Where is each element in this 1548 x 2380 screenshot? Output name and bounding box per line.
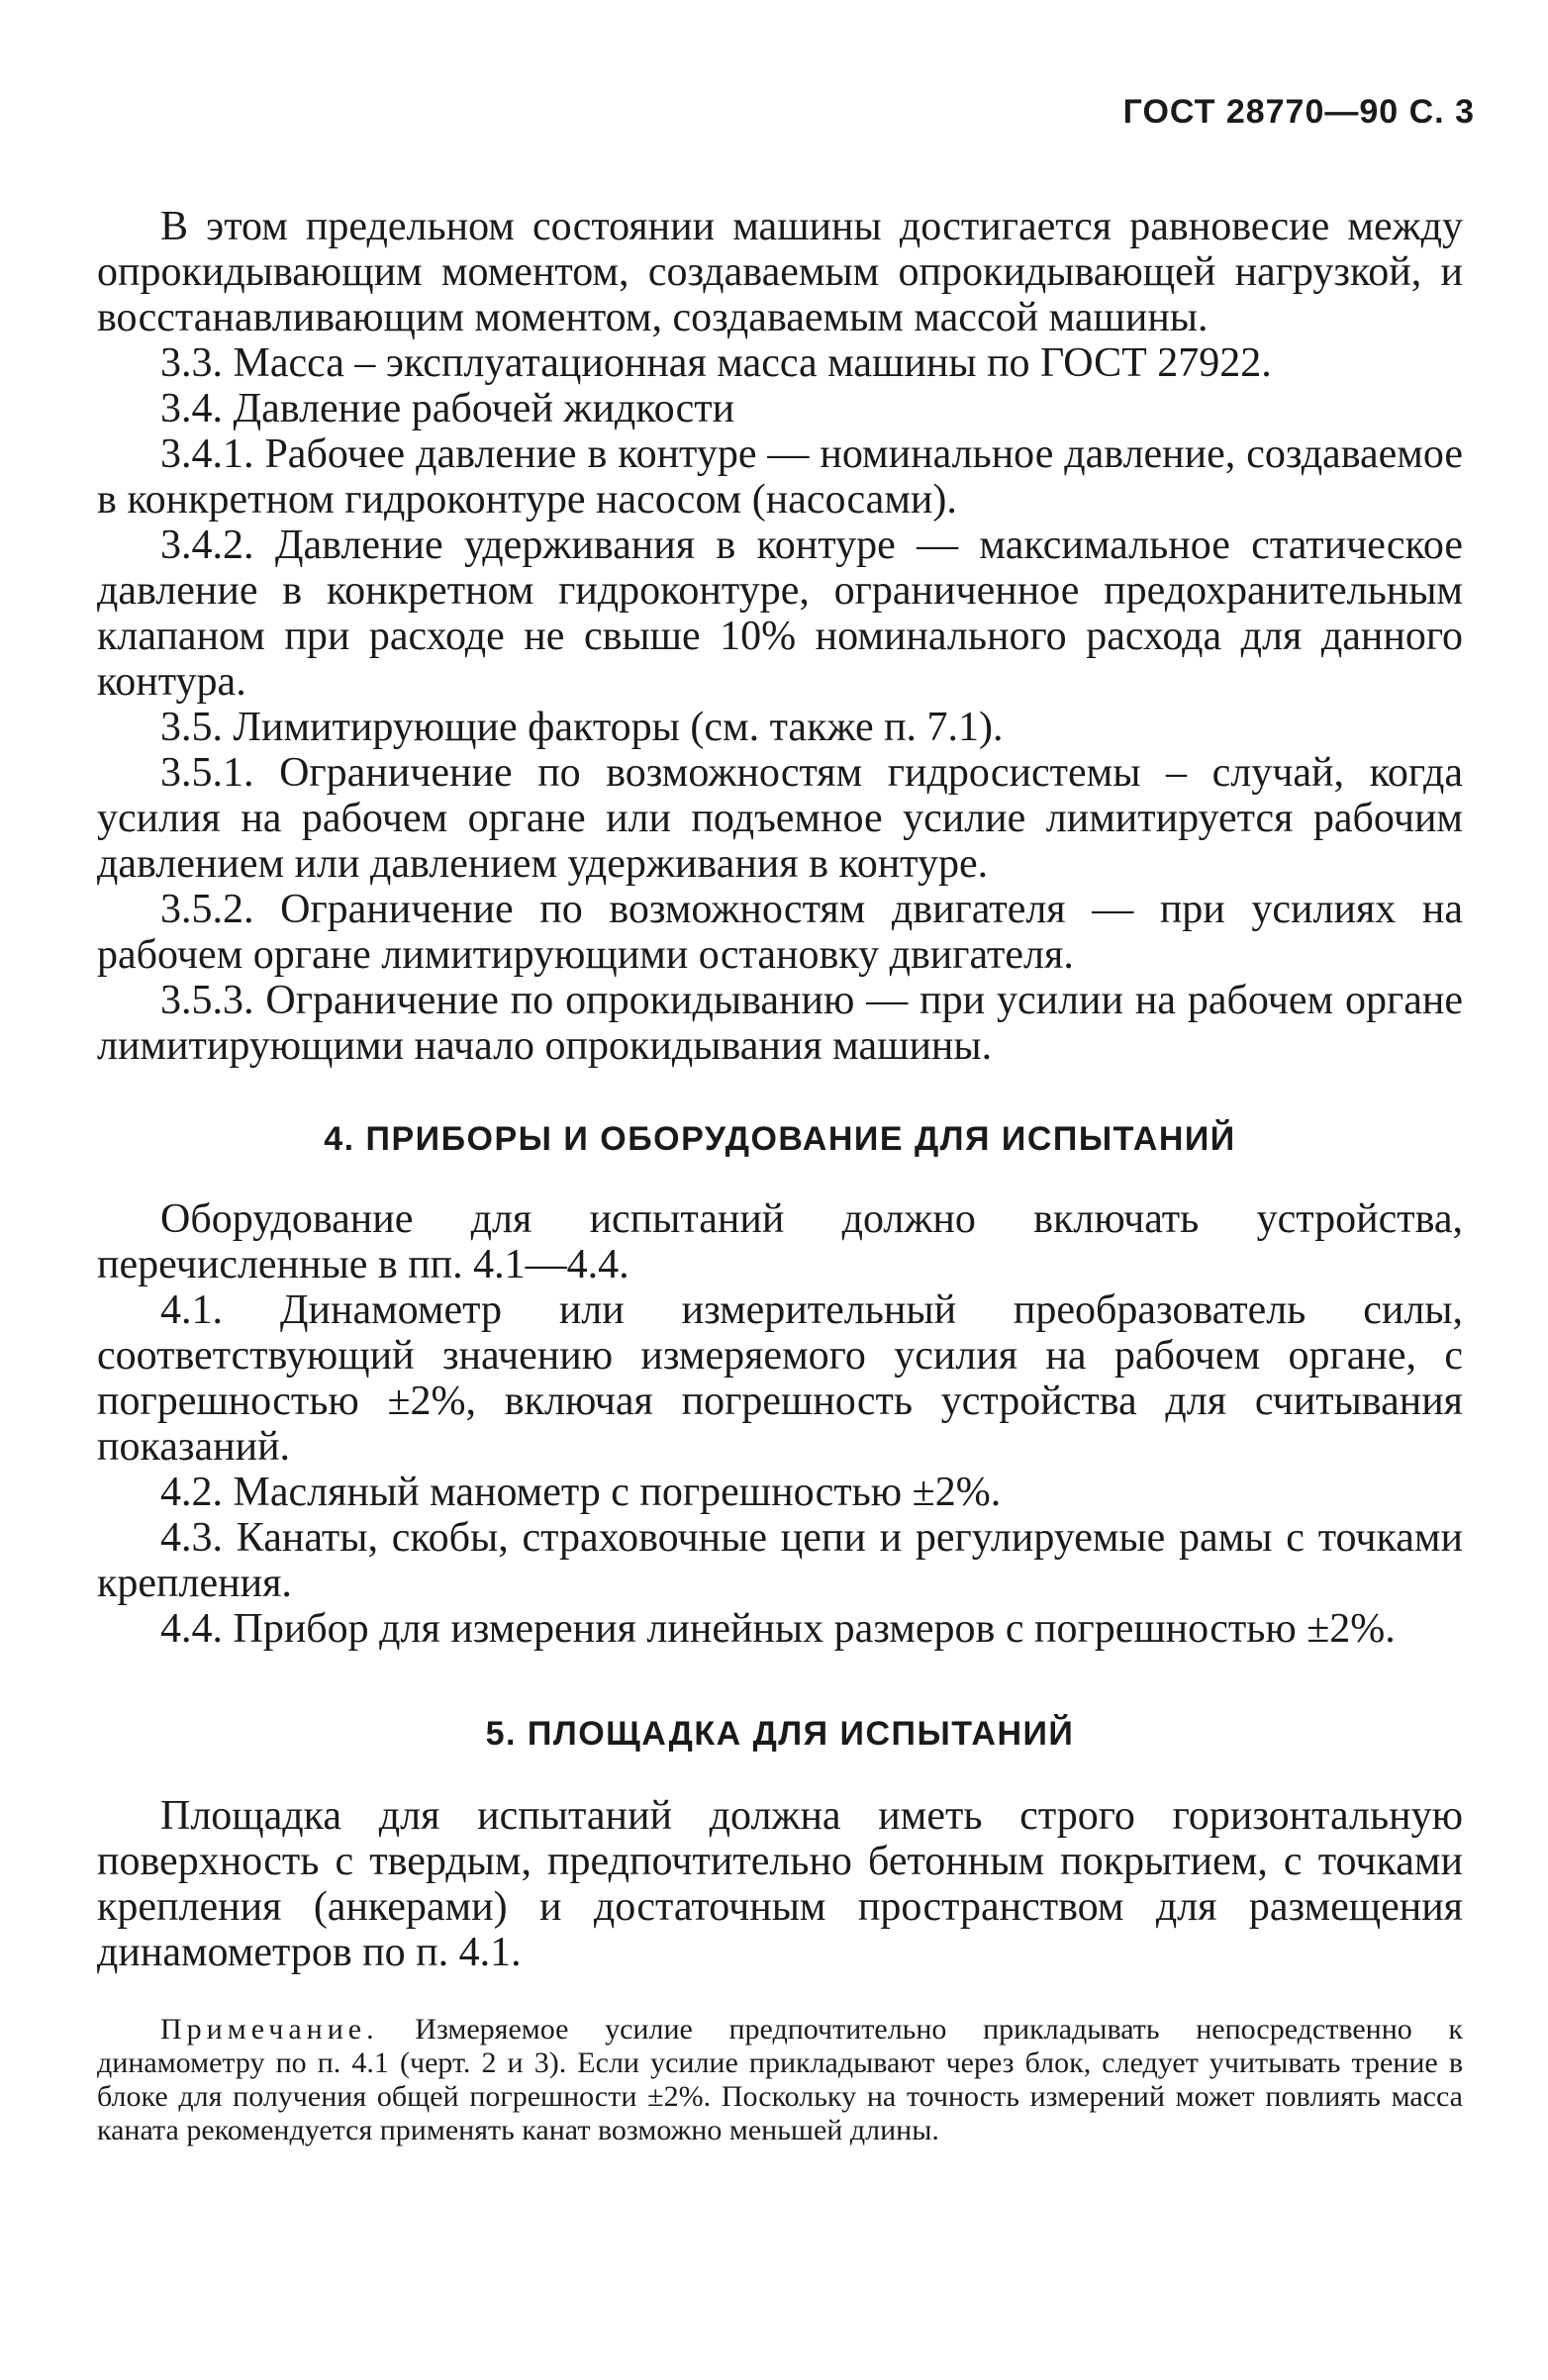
note-label: Примечание. xyxy=(160,2013,379,2046)
paragraph-4-2: 4.2. Масляный манометр с погрешностью ±2%. xyxy=(160,1470,1002,1515)
document-body xyxy=(97,204,1463,2147)
section-5-heading: 5. ПЛОЩАДКА ДЛЯ ИСПЫТАНИЙ xyxy=(485,1715,1075,1753)
page-header-standard: ГОСТ 28770—90 С. 3 xyxy=(1122,93,1475,131)
paragraph-3-4: 3.4. Давление рабочей жидкости xyxy=(160,386,735,431)
paragraph-5-intro: Площадка для испытаний должна иметь строго горизонтальную поверхность с твердым, предпочтительно бетонным покрытием, с точками крепления (анкерами) и достаточным пространством для размещения динамометров по п. 4.1. xyxy=(97,1793,1463,1975)
paragraph-3-5-1: 3.5.1. Ограничение по возможностям гидросистемы – случай, когда усилия на рабочем органе или подъемное усилие лимитируется рабочим давлением или давлением удерживания в контуре. xyxy=(97,750,1463,887)
paragraph-4-3: 4.3. Канаты, скобы, страховочные цепи и регулируемые рамы с точками крепления. xyxy=(97,1515,1463,1606)
paragraph-3-5: 3.5. Лимитирующие факторы (см. также п. 7.1). xyxy=(160,705,1004,750)
paragraph-3-3: 3.3. Масса – эксплуатационная масса машины по ГОСТ 27922. xyxy=(160,340,1272,386)
note-text: Измеряемое усилие предпочтительно прикладывать непосредственно к динамометру по п. 4.1 (черт. 2 и 3). Если усилие прикладывают через блок, следует учитывать трение в блоке для получения общей погрешности ±2%. Поскольку на точность измерений может повлиять масса каната рекомендуется применять канат возможно меньшей длины. xyxy=(97,2013,1463,2146)
paragraph-limit-state: В этом предельном состоянии машины достигается равновесие между опрокидывающим моментом, создаваемым опрокидывающей нагрузкой, и восстанавливающим моментом, создаваемым массой машины. xyxy=(97,204,1463,340)
paragraph-4-1: 4.1. Динамометр или измерительный преобразователь силы, соответствующий значению измеряемого усилия на рабочем органе, с погрешностью ±2%, включая погрешность устройства для считывания показаний. xyxy=(97,1287,1463,1470)
section-4-heading: 4. ПРИБОРЫ И ОБОРУДОВАНИЕ ДЛЯ ИСПЫТАНИЙ xyxy=(324,1120,1236,1158)
paragraph-4-intro: Оборудование для испытаний должно включать устройства, перечисленные в пп. 4.1—4.4. xyxy=(97,1196,1463,1287)
paragraph-3-4-2: 3.4.2. Давление удерживания в контуре — максимальное статическое давление в конкретном гидроконтуре, ограниченное предохранительным клапаном при расходе не свыше 10% номинального расхода для данного контура. xyxy=(97,523,1463,705)
paragraph-4-4: 4.4. Прибор для измерения линейных размеров с погрешностью ±2%. xyxy=(160,1606,1396,1652)
paragraph-3-5-2: 3.5.2. Ограничение по возможностям двигателя — при усилиях на рабочем органе лимитирующими остановку двигателя. xyxy=(97,887,1463,978)
paragraph-3-4-1: 3.4.1. Рабочее давление в контуре — номинальное давление, создаваемое в конкретном гидроконтуре насосом (насосами). xyxy=(97,431,1463,523)
paragraph-3-5-3: 3.5.3. Ограничение по опрокидыванию — при усилии на рабочем органе лимитирующими начало опрокидывания машины. xyxy=(97,978,1463,1069)
note-paragraph xyxy=(97,2013,1463,2147)
